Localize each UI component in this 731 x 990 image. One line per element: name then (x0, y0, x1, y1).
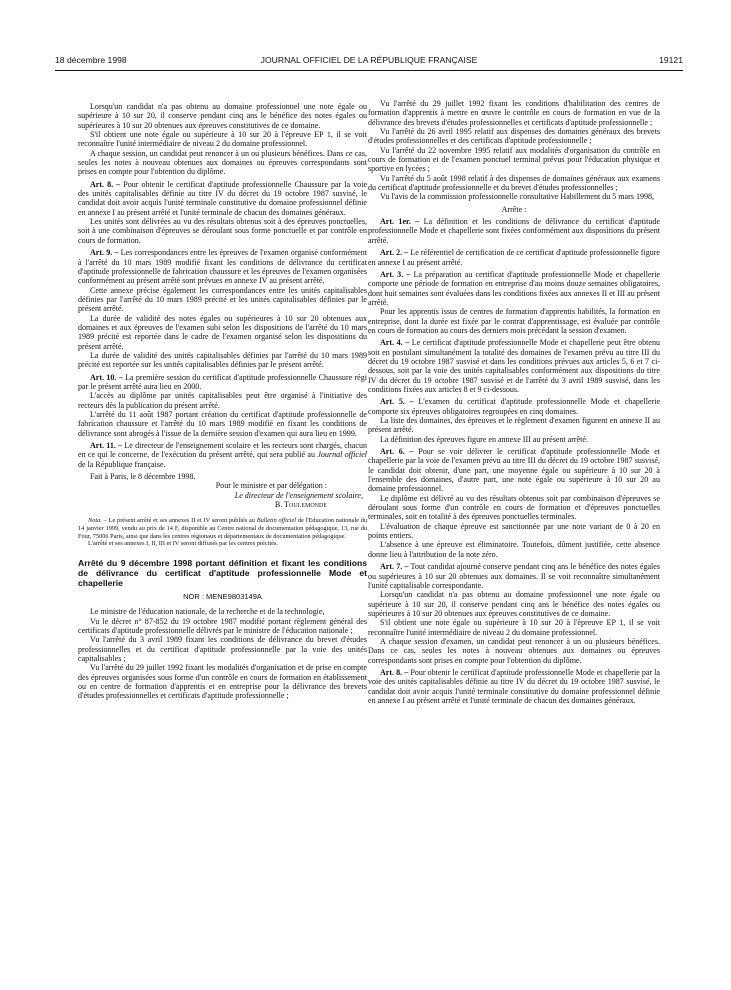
paragraph: L'accès au diplôme par unités capitalisables peut être organisé à l'initiative des recteurs dès la publication du présent arrêté. (78, 391, 367, 410)
visa: Vu l'arrêté du 26 avril 1995 relatif aux dispenses des domaines généraux des brevets d'études professionnelles et des certificats d'aptitude professionnelle ; (368, 127, 660, 146)
article-label: Art. 1er. – (380, 217, 420, 227)
paragraph: La durée de validité des unités capitalisables définies par l'arrêté du 10 mars 1989 précité est reportée sur les unités capitalisables définies par le présent arrêté. (78, 350, 367, 370)
signature-title: Le directeur de l'enseignement scolaire, (234, 490, 363, 500)
right-column (368, 99, 660, 705)
article-label: Art. 10. – (90, 372, 123, 382)
article-label: Art. 3. – (380, 269, 411, 279)
article-label: Art. 2. – (380, 248, 409, 258)
visa: Vu le décret n° 87-852 du 19 octobre 1987 modifié portant règlement général des certificats d'aptitude professionnelle délivrés par le ministre de l'éducation nationale ; (78, 616, 367, 635)
article-7 (368, 562, 660, 590)
page-header (55, 55, 683, 69)
paragraph: Cette annexe précise également les correspondances entre les unités capitalisables définies par l'arrêté du 10 mars 1989 précité et les unités capitalisables définies par le présent arrêté. (78, 285, 367, 314)
left-column (78, 102, 367, 701)
decree-title: Arrêté du 9 décembre 1998 portant définition et fixant les conditions de délivrance du certificat d'aptitude professionnelle Mode et chapellerie (78, 557, 367, 588)
article-5 (368, 397, 660, 416)
journal-officiel-italic: Journal officiel (317, 450, 367, 460)
done-at: Fait à Paris, le 8 décembre 1998. (90, 472, 196, 482)
journal-title: JOURNAL OFFICIEL DE LA RÉPUBLIQUE FRANÇAISE (260, 55, 478, 65)
article-text: La définition et les conditions de délivrance du certificat d'aptitude professionnelle Mode et chapellerie sont fixées conformément aux dispositions du présent arrêté. (368, 217, 660, 245)
header-date: 18 décembre 1998 (55, 55, 127, 65)
visa: Vu l'arrêté du 5 août 1998 relatif à des dispenses de domaines généraux aux examens du certificat d'aptitude professionnelle et du brevet d'études professionnelles ; (368, 173, 660, 193)
paragraph: L'évaluation de chaque épreuve est sanctionnée par une note variant de 0 à 20 en points entiers. (368, 521, 660, 541)
paragraph: L'absence à une épreuve est éliminatoire. Toutefois, dûment justifiée, cette absence donne lieu à l'attribution de la note zéro. (368, 540, 660, 559)
visa: Vu l'arrêté du 22 novembre 1995 relatif aux modalités d'organisation du contrôle en cours de formation et de l'examen ponctuel terminal prévus pour l'éducation physique et sportive en lycées ; (368, 145, 660, 174)
arrete-heading: Arrête : (501, 204, 527, 214)
paragraph: Lorsqu'un candidat n'a pas obtenu au domaine professionnel une note égale ou supérieure à 10 sur 20, il conserve pendant cinq ans le bénéfice des notes égales ou supérieures à 10 sur 20 obtenues aux épreuves constitutives de ce domaine. (78, 102, 367, 130)
nota: Nota. – Le présent arrêté et ses annexes II et IV seront publiés au Bulletin officiel de l'Education nationale du 14 janvier 1999, vendu au prix de 14 F, disponible au Centre national de documentation pédagogique, 13, rue du Four, 75006 Paris, ainsi que dans les centres régionaux et départementaux de documentation pédagogique. (78, 517, 367, 540)
article-text: Le directeur de l'enseignement scolaire et les recteurs sont chargés, chacun en ce qui le concerne, de l'exécution du présent arrêté, qui sera publié au (78, 441, 367, 460)
signatory-name: B. Toulemonde (274, 500, 327, 510)
paragraph: Le diplôme est délivré au vu des résultats obtenus soit par combinaison d'épreuves se déroulant sous forme d'un contrôle en cours de formation et d'épreuves ponctuelles terminales, soit en totalité à des épreuves ponctuelles terminales. (368, 493, 660, 522)
signature-line-1: Pour le ministre et par délégation : (215, 481, 327, 491)
article-label: Art. 8. – (90, 179, 121, 189)
article-11 (78, 441, 367, 469)
visa: Vu l'arrêté du 29 juillet 1992 fixant les conditions d'habilitation des centres de formation d'apprentis à mettre en œuvre le contrôle en cours de formation en vue de la délivrance des brevets d'études professionnelles et certificats d'aptitude professionnelle ; (368, 99, 660, 127)
paragraph: S'il obtient une note égale ou supérieure à 10 sur 20 à l'épreuve EP 1, il se voit reconnaître l'unité intermédiaire de niveau 2 du domaine professionnel. (368, 618, 660, 637)
article-label: Art. 5. – (380, 397, 414, 407)
paragraph: La définition des épreuves figure en annexe III au présent arrêté. (380, 434, 589, 444)
page-number: 19121 (659, 55, 683, 65)
article-label: Art. 7. – (380, 562, 409, 572)
header-rule (55, 70, 683, 71)
nor-reference: NOR : MENE9803149A (183, 591, 262, 601)
article-8 (368, 668, 660, 705)
paragraph: A chaque session, un candidat peut renoncer à un ou plusieurs bénéfices. Dans ce cas, seules les notes à nouveau obtenues aux domaines ou épreuves correspondants sont prises en compte pour l'obtention du diplôme. (78, 148, 367, 177)
article-label: Art. 4. – (380, 338, 410, 348)
visa: Vu l'avis de la commission professionnelle consultative Habillement du 5 mars 1998, (380, 192, 655, 202)
article-text: L'examen du certificat d'aptitude professionnelle Mode et chapellerie comporte six épreuves obligatoires regroupées en cinq domaines. (368, 397, 661, 416)
article-text: Le référentiel de certification de ce certificat d'aptitude professionnelle figure en annexe I au présent arrêté. (368, 248, 660, 267)
paragraph: A chaque session d'examen, un candidat peut renoncer à un ou plusieurs bénéfices. Dans ce cas, seules les notes à nouveau obtenues aux domaines ou épreuves correspondants sont prises en compte pour l'obtention du diplôme. (368, 636, 660, 665)
paragraph: Les unités sont délivrées au vu des résultats obtenus soit à des épreuves ponctuelles, soit à une combinaison d'épreuves se déroulant sous forme ponctuelle et par contrôle en cours de formation. (78, 217, 367, 245)
article-label: Art. 8. – (380, 667, 409, 677)
article-1 (368, 217, 660, 245)
paragraph: La liste des domaines, des épreuves et le règlement d'examen figurent en annexe II au présent arrêté. (368, 416, 660, 435)
nota-2: L'arrêté et ses annexes I, II, III et IV seront diffusés par les centres précités. (88, 540, 278, 548)
paragraph: L'arrêté du 11 août 1987 portant création du certificat d'aptitude professionnelle de fabrication chaussure et l'arrêté du 10 mars 1989 modifié en fixant les conditions de délivrance sont abrogés à l'issue de la dernière session d'examen qui aura lieu en 1999. (78, 410, 367, 438)
article-text: Tout candidat ajourné conserve pendant cinq ans le bénéfice des notes égales ou supérieures à 10 sur 20 obtenues aux domaines. Il se voit reconnaître simultanément l'unité capitalisable correspondante. (368, 562, 660, 590)
article-text: La préparation au certificat d'aptitude professionnelle Mode et chapellerie comporte une période de formation en entreprise d'au moins douze semaines obligatoires, dont huit semaines sont évaluées dans les conditions fixées aux annexes II et III au présent arrêté. (368, 269, 661, 307)
nota-label: Nota. (88, 517, 102, 525)
article-label: Art. 6. – (380, 447, 414, 457)
article-2 (368, 248, 660, 267)
article-text: Pour obtenir le certificat d'aptitude professionnelle Chaussure par la voie des unités capitalisables définie au titre IV du décret du 19 octobre 1987 susvisé, le candidat doit avoir acquis l'unité terminale constitutive du domaine professionnel définie en annexe I au présent arrêté et l'unité terminale de chacun des domaines généraux. (78, 179, 368, 217)
article-label: Art. 9. – (90, 248, 119, 258)
article-text-end: de la République française. (78, 459, 166, 469)
paragraph: La durée de validité des notes égales ou supérieures à 10 sur 20 obtenues aux domaines et aux épreuves de l'examen subi selon les dispositions de l'arrêté du 10 mars 1989 précité est reportée dans le cadre de l'examen organisé selon les dispositions du présent arrêté. (78, 313, 367, 351)
article-10 (78, 373, 367, 392)
article-text: La première session du certificat d'aptitude professionnelle Chaussure régi par le présent arrêté aura lieu en 2000. (78, 372, 368, 391)
signature-line-3 (78, 500, 367, 509)
article-label: Art. 11. – (90, 441, 123, 451)
article-text: Pour se voir délivrer le certificat d'aptitude professionnelle Mode et chapellerie par la voie de l'examen prévu au titre III du décret du 19 octobre 1987 susvisé, le candidat doit obtenir, d'une part, une moyenne égale ou supérieure à 10 sur 20 à l'ensemble des domaines, d'autre part, une note égale ou supérieure à 10 sur 20 au domaine professionnel. (368, 447, 660, 494)
signature-line-2 (78, 491, 367, 500)
article-4 (368, 338, 660, 394)
article-text: Le certificat d'aptitude professionnelle Mode et chapellerie peut être obtenu soit en postulant simultanément la totalité des domaines de l'examen prévu au titre III du décret du 19 octobre 1987 susvisé et dans les conditions prévues aux articles 5, 6 et 7 ci-dessous, soit par la voie des unités capitalisables conformément aux dispositions du titre IV du décret du 19 octobre 1987 susvisé et de l'arrêté du 3 avril 1989 susvisé, dans les conditions fixées aux articles 8 et 9 ci-dessous. (368, 338, 660, 394)
article-9 (78, 248, 367, 285)
paragraph: Le ministre de l'éducation nationale, de la recherche et de la technologie, (90, 607, 325, 617)
nota-block (78, 517, 367, 547)
paragraph: Lorsqu'un candidat n'a pas obtenu au domaine professionnel une note égale ou supérieure à 10 sur 20, il conserve pendant cinq ans le bénéfice des notes égales ou supérieures à 10 sur 20 obtenues aux épreuves constitutives de ce domaine. (368, 590, 660, 618)
article-text: Pour obtenir le certificat d'aptitude professionnelle Mode et chapellerie par la voie des unités capitalisables définie au titre IV du décret du 19 octobre 1987 susvisé, le candidat doit avoir acquis l'unité terminale constitutive du domaine professionnel définie en annexe I au présent arrêté et l'unité terminale de chacun des domaines généraux. (368, 667, 660, 705)
article-6 (368, 447, 660, 494)
visa: Vu l'arrêté du 3 avril 1989 fixant les conditions de délivrance du brevet d'études professionnelles et du certificat d'aptitude professionnelle par la voie des unités capitalisables ; (78, 635, 367, 663)
visa: Vu l'arrêté du 29 juillet 1992 fixant les modalités d'organisation et de prise en compte des épreuves organisées sous forme d'un contrôle en cours de formation en établissement ou en centre de formation d'apprentis et en entreprise pour la délivrance des brevets d'études professionnelles et certificats d'aptitude professionnelle ; (78, 663, 367, 701)
paragraph: Pour les apprentis issus de centres de formation d'apprentis habilités, la formation en entreprise, dont la durée est fixée par le contrat d'apprentissage, est évaluée par contrôle en cours de formation au cours des derniers mois précédant la session d'examen. (368, 307, 660, 335)
article-3 (368, 270, 660, 307)
paragraph: S'il obtient une note égale ou supérieure à 10 sur 20 à l'épreuve EP 1, il se voit reconnaître l'unité intermédiaire de niveau 2 du domaine professionnel. (78, 130, 367, 149)
article-text: Les correspondances entre les épreuves de l'examen organisé conformément à l'arrêté du 10 mars 1989 modifié fixant les conditions de délivrance du certificat d'aptitude professionnelle de fabrication chaussure et les épreuves de l'examen organisées conformément au présent arrêté sont prévues en annexe IV au présent arrêté. (78, 248, 367, 286)
article-8 (78, 180, 367, 217)
bulletin-officiel-italic: Bulletin officiel (256, 517, 297, 525)
